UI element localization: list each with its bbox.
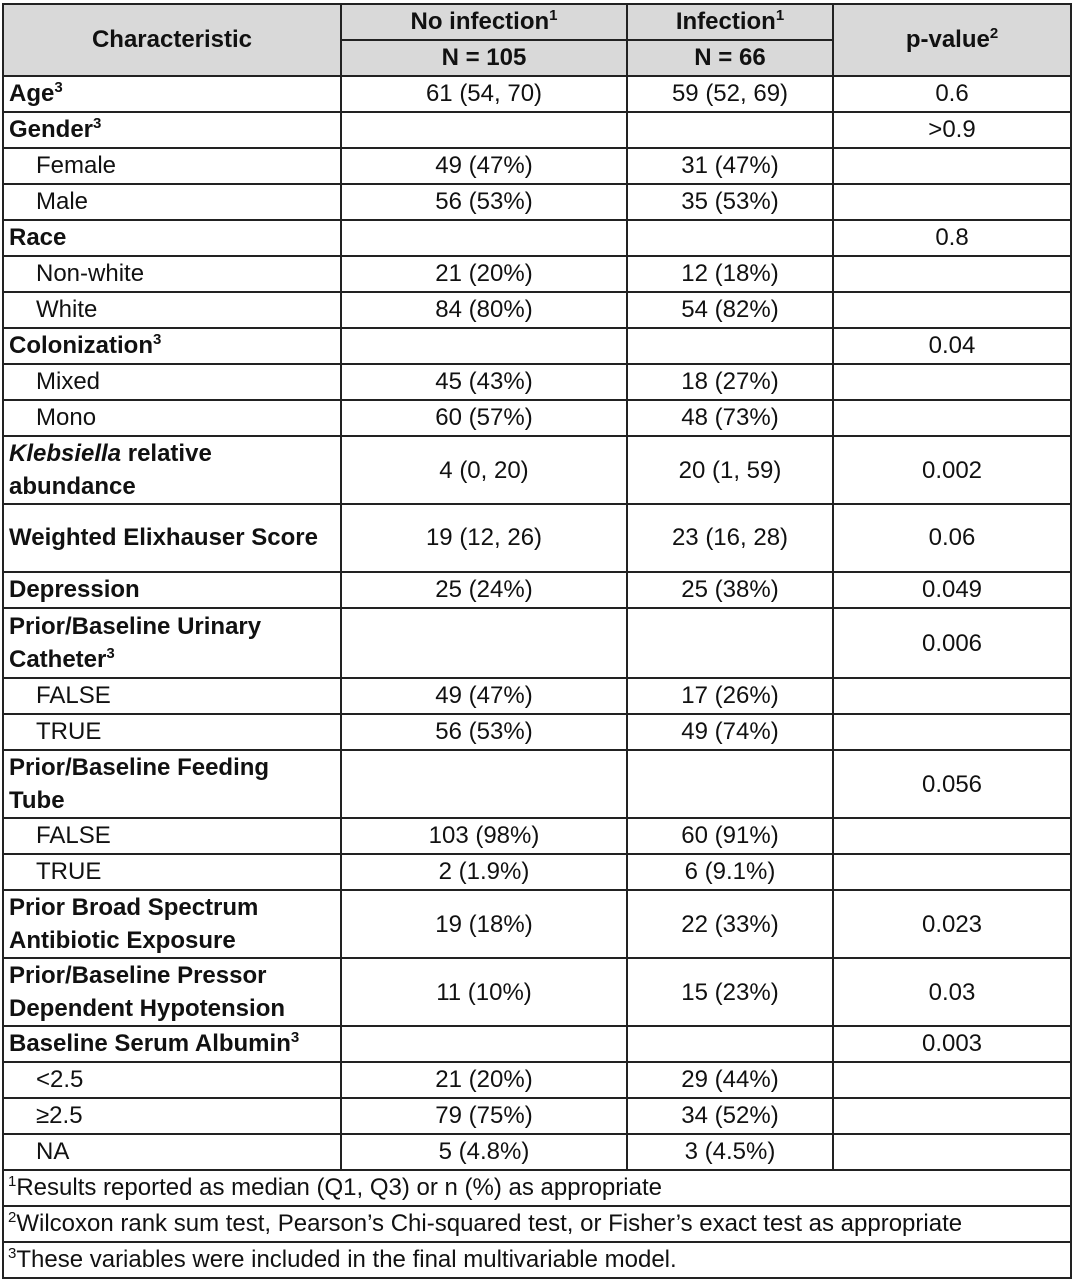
table-row [3,854,1071,890]
table-row [3,436,1071,504]
table-row [3,1026,1071,1062]
cell-infection: 22 (33%) [627,890,833,958]
cell-no-infection: 21 (20%) [341,256,627,292]
cell-infection [627,112,833,148]
cell-infection: 59 (52, 69) [627,76,833,112]
table-row [3,400,1071,436]
cell-no-infection [341,608,627,678]
cell-no-infection: 4 (0, 20) [341,436,627,504]
row-label: Mono [3,400,341,436]
header-infection: Infection$^1$ [627,4,833,40]
row-label: Mixed [3,364,341,400]
cell-infection [627,220,833,256]
cell-infection: 54 (82%) [627,292,833,328]
header-p-value: p-value$^2$ [833,4,1071,76]
cell-no-infection: 19 (18%) [341,890,627,958]
table-row [3,678,1071,714]
cell-infection [627,750,833,818]
row-label: White [3,292,341,328]
cell-p-value [833,1062,1071,1098]
cell-no-infection: 56 (53%) [341,184,627,220]
cell-no-infection: 11 (10%) [341,958,627,1026]
row-label: Female [3,148,341,184]
cell-p-value: 0.6 [833,76,1071,112]
characteristics-table-page [2,3,1070,1279]
table-row [3,1062,1071,1098]
table-row [3,504,1071,572]
cell-infection: 35 (53%) [627,184,833,220]
row-label: Non-white [3,256,341,292]
cell-infection [627,608,833,678]
cell-infection: 23 (16, 28) [627,504,833,572]
cell-infection: 34 (52%) [627,1098,833,1134]
cell-infection: 25 (38%) [627,572,833,608]
cell-p-value [833,714,1071,750]
cell-infection: 29 (44%) [627,1062,833,1098]
row-label: Prior/Baseline Pressor Dependent Hypotension [3,958,341,1026]
cell-no-infection [341,1026,627,1062]
cell-p-value: 0.002 [833,436,1071,504]
table-row [3,112,1071,148]
table-row [3,750,1071,818]
characteristics-table [2,3,1072,1279]
row-label: <2.5 [3,1062,341,1098]
cell-no-infection: 49 (47%) [341,148,627,184]
cell-p-value [833,292,1071,328]
cell-p-value: 0.003 [833,1026,1071,1062]
cell-p-value: 0.06 [833,504,1071,572]
cell-infection: 20 (1, 59) [627,436,833,504]
cell-p-value: >0.9 [833,112,1071,148]
cell-p-value: 0.049 [833,572,1071,608]
row-label: TRUE [3,714,341,750]
cell-infection: 6 (9.1%) [627,854,833,890]
table-row [3,256,1071,292]
cell-p-value [833,854,1071,890]
cell-p-value [833,678,1071,714]
cell-p-value [833,1098,1071,1134]
header-characteristic: Characteristic [3,4,341,76]
table-row [3,328,1071,364]
row-label: Race [3,220,341,256]
table-row [3,292,1071,328]
table-row [3,572,1071,608]
row-label: Colonization$^3$ [3,328,341,364]
cell-no-infection [341,750,627,818]
row-label: Prior/Baseline Urinary Catheter$^3$ [3,608,341,678]
row-label: Weighted Elixhauser Score [3,504,341,572]
cell-p-value [833,818,1071,854]
cell-p-value [833,184,1071,220]
table-row [3,890,1071,958]
cell-p-value: 0.04 [833,328,1071,364]
table-row [3,608,1071,678]
cell-no-infection: 56 (53%) [341,714,627,750]
cell-infection: 18 (27%) [627,364,833,400]
cell-p-value [833,256,1071,292]
footnote-2: $^2$Wilcoxon rank sum test, Pearson’s Chi-squared test, or Fisher’s exact test as appropriate [3,1206,1071,1242]
cell-p-value [833,364,1071,400]
cell-no-infection: 21 (20%) [341,1062,627,1098]
header-infection-n: N = 66 [627,40,833,76]
cell-infection: 60 (91%) [627,818,833,854]
cell-no-infection: 5 (4.8%) [341,1134,627,1170]
cell-infection [627,1026,833,1062]
cell-no-infection: 79 (75%) [341,1098,627,1134]
table-row [3,1134,1071,1170]
table-row [3,76,1071,112]
cell-no-infection: 103 (98%) [341,818,627,854]
row-label: Baseline Serum Albumin$^3$ [3,1026,341,1062]
cell-no-infection: 45 (43%) [341,364,627,400]
cell-p-value: 0.03 [833,958,1071,1026]
table-row [3,220,1071,256]
cell-infection: 15 (23%) [627,958,833,1026]
table-row [3,184,1071,220]
row-label: Prior/Baseline Feeding Tube [3,750,341,818]
footnote-1: $^1$Results reported as median (Q1, Q3) or n (%) as appropriate [3,1170,1071,1206]
cell-infection: 12 (18%) [627,256,833,292]
table-row [3,1098,1071,1134]
cell-infection: 3 (4.5%) [627,1134,833,1170]
cell-no-infection: 19 (12, 26) [341,504,627,572]
cell-p-value: 0.8 [833,220,1071,256]
cell-p-value: 0.056 [833,750,1071,818]
header-no-infection-n: N = 105 [341,40,627,76]
table-row [3,958,1071,1026]
cell-infection: 17 (26%) [627,678,833,714]
row-label: Klebsiella relative abundance [3,436,341,504]
cell-no-infection [341,112,627,148]
table-row [3,818,1071,854]
row-label: Gender$^3$ [3,112,341,148]
cell-no-infection: 84 (80%) [341,292,627,328]
cell-p-value [833,400,1071,436]
cell-p-value [833,148,1071,184]
row-label: ≥2.5 [3,1098,341,1134]
cell-infection: 31 (47%) [627,148,833,184]
cell-no-infection [341,220,627,256]
row-label: NA [3,1134,341,1170]
row-label: FALSE [3,818,341,854]
cell-p-value [833,1134,1071,1170]
cell-no-infection: 60 (57%) [341,400,627,436]
table-row [3,364,1071,400]
row-label: TRUE [3,854,341,890]
row-label: Age$^3$ [3,76,341,112]
cell-infection: 49 (74%) [627,714,833,750]
cell-no-infection: 25 (24%) [341,572,627,608]
cell-no-infection: 2 (1.9%) [341,854,627,890]
table-row [3,714,1071,750]
row-label: Depression [3,572,341,608]
cell-p-value: 0.023 [833,890,1071,958]
cell-infection: 48 (73%) [627,400,833,436]
row-label: FALSE [3,678,341,714]
table-row [3,148,1071,184]
cell-p-value: 0.006 [833,608,1071,678]
cell-infection [627,328,833,364]
cell-no-infection: 49 (47%) [341,678,627,714]
header-no-infection: No infection$^1$ [341,4,627,40]
cell-no-infection [341,328,627,364]
footnote-3: $^3$These variables were included in the final multivariable model. [3,1242,1071,1278]
row-label: Male [3,184,341,220]
row-label: Prior Broad Spectrum Antibiotic Exposure [3,890,341,958]
cell-no-infection: 61 (54, 70) [341,76,627,112]
